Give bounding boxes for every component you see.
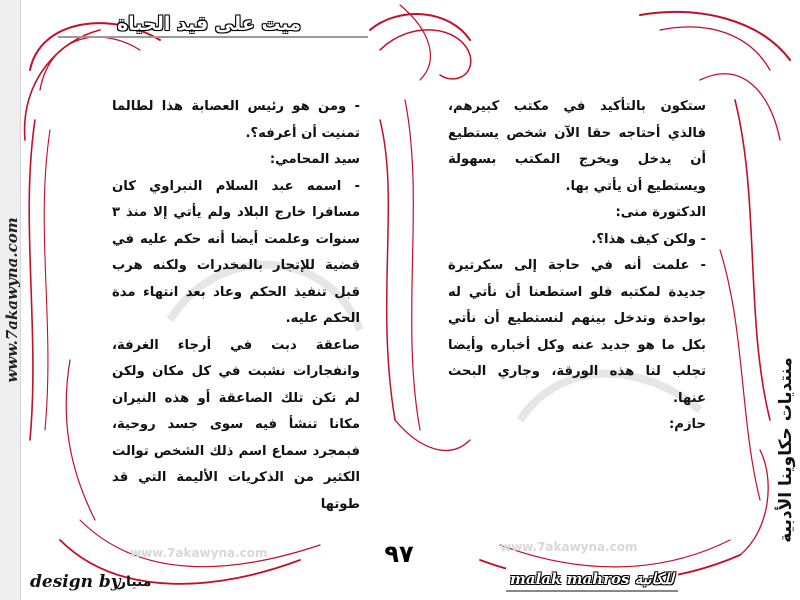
watermark-right: www.7akawyna.com: [500, 540, 638, 554]
right-text-column: [448, 94, 706, 439]
page-number: ٩٧: [384, 540, 414, 568]
speaker-label: سيد المحامي:: [269, 152, 360, 167]
page-title: ميت على قيد الحياة: [116, 13, 302, 35]
paragraph: - اسمه عبد السلام النبراوي كان مسافرا خارج البلاد ولم يأتي إلا منذ ٣ سنوات وعلمت أيضا أنه حكم عليه في قضية للإتجار بالمخدرات ولكنه هرب قبل تنفيذ الحكم وعاد بعد انتهاء مدة الحكم عليه.: [112, 178, 360, 326]
left-text-column: [112, 94, 360, 518]
site-vertical-text: www.7akawyna.com: [3, 217, 21, 383]
paragraph: ستكون بالتأكيد في مكتب كبيرهم، فالذي أحتاجه حقا الآن شخص يستطيع أن يدخل ويخرج المكتب بسهولة ويستطيع أن يأتي بها.: [448, 99, 706, 194]
speaker-label: حازم:: [669, 417, 706, 432]
author-badge: malak mahros للكاتبة: [506, 568, 678, 592]
watermark-left: www.7akawyna.com: [130, 546, 268, 560]
design-by-text: design by: [30, 572, 121, 592]
paragraph: - ولكن كيف هذا؟.: [591, 231, 706, 247]
forum-vertical-text: منتديات حكاوينا الأدبية: [776, 357, 796, 543]
speaker-label: الدكتورة منى:: [615, 205, 706, 220]
paragraph: - علمت أنه في حاجة إلى سكرتيرة جديدة لمكتبه فلو استطعنا أن نأتي له بواحدة وتدخل بينهم لنستطيع أن نأتي بكل ما هو جديد عنه وكل أخباره وأيضا تجلب لنا هذه الورقة، وجاري البحث عنها.: [448, 258, 706, 406]
designer-name: منيار: [118, 574, 152, 590]
title-divider: [58, 36, 368, 38]
paragraph: صاعقة دبت في أرجاء الغرفة، وانفجارات نشبت في كل مكان ولكن لم تكن تلك الصاعقة أو هذه النيران مكانا تنشأ فيه سوى جسد روحية، فبمجرد سماع اسم ذلك الشخص توالت الكثير من الذكريات الأليمة التي قد طوتها: [112, 337, 360, 512]
paragraph: - ومن هو رئيس العصابة هذا لطالما تمنيت أن أعرفه؟.: [112, 99, 360, 141]
